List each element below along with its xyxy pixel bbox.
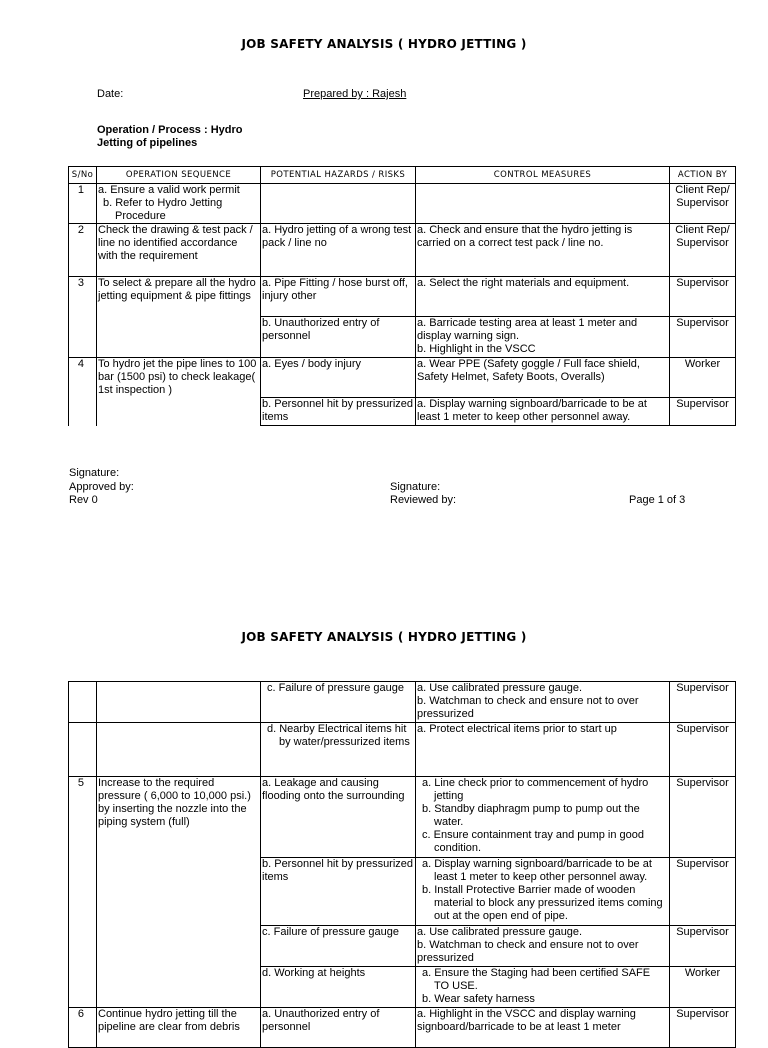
row-sno: 3 [69,277,97,358]
approved-by: Approved by: [69,481,134,493]
row-hazard-item: d. Nearby Electrical items hit by water/pressurized items [267,723,410,748]
table-row [69,358,736,398]
row-control [416,682,670,723]
row-hazard [261,723,416,777]
signature-left: Signature: [69,467,120,479]
row-hazard-item: c. Failure of pressure gauge [267,682,404,694]
row-operation: Check the drawing & test pack / line no identified accordance with the requirement [97,224,261,277]
row-hazard: c. Failure of pressure gauge [261,926,416,967]
row-action: Supervisor [670,1008,736,1048]
row-control: a. Wear PPE (Safety goggle / Full face shield, Safety Helmet, Safety Boots, Overalls) [416,358,670,398]
row-operation: To hydro jet the pipe lines to 100 bar (1500 psi) to check leakage( 1st inspection ) [97,358,261,426]
row-hazard: a. Leakage and causing flooding onto the surrounding [261,777,416,858]
row-control-item: b. Install Protective Barrier made of wooden material to block any pressurized items coming out at the open end of pipe. [422,884,663,922]
header-potential-hazards: POTENTIAL HAZARDS / RISKS [261,167,416,184]
row-control: a. Check and ensure that the hydro jetting is carried on a correct test pack / line no. [416,224,670,277]
date-label: Date: [97,88,124,100]
operation-label-line1: Operation / Process : Hydro [97,124,243,136]
row-action: Supervisor [670,926,736,967]
prepared-by: Prepared by : Rajesh [303,88,407,100]
row-operation-item: a. Ensure a valid work permit [98,184,240,196]
row-action: Supervisor [670,277,736,317]
row-action: Supervisor [670,777,736,858]
row-sno: 5 [69,777,97,1008]
row-sno: 1 [69,184,97,224]
row-hazard: d. Working at heights [261,967,416,1008]
row-hazard: a. Pipe Fitting / hose burst off, injury other [261,277,416,317]
row-control: a. Protect electrical items prior to start up [416,723,670,777]
row-operation [97,723,261,777]
header-control-measures: CONTROL MEASURES [416,167,670,184]
row-hazard: b. Personnel hit by pressurized items [261,398,416,426]
row-control-item: a. Use calibrated pressure gauge. [417,926,583,938]
table-row [69,682,736,723]
row-control-item: a. Line check prior to commencement of hydro jetting [422,777,649,802]
row-hazard: b. Unauthorized entry of personnel [261,317,416,358]
document-title-page2: JOB SAFETY ANALYSIS ( HYDRO JETTING ) [241,630,527,644]
header-sno: S/No [69,167,97,184]
row-control-item: b. Highlight in the VSCC [417,343,536,355]
row-control [416,967,670,1008]
table-row [69,777,736,858]
row-control: a. Display warning signboard/barricade to be at least 1 meter to keep other personnel away. [416,398,670,426]
row-control-item: b. Standby diaphragm pump to pump out the water. [422,803,640,828]
row-action: Supervisor [670,398,736,426]
signature-right: Signature: [390,481,441,493]
row-action: Worker [670,967,736,1008]
table-row [69,224,736,277]
jsa-table-page1 [68,166,736,426]
row-operation: Increase to the required pressure ( 6,000 to 10,000 psi.) by inserting the nozzle into the piping system (full) [97,777,261,1008]
header-action-by: ACTION BY [670,167,736,184]
table-row [69,277,736,317]
row-control-item: c. Ensure containment tray and pump in good condition. [422,829,644,854]
row-hazard [261,184,416,224]
row-action: Client Rep/ Supervisor [670,184,736,224]
page-number: Page 1 of 3 [629,494,686,506]
operation-label-line2: Jetting of pipelines [97,137,198,149]
table-row [69,723,736,777]
row-control: a. Highlight in the VSCC and display warning signboard/barricade to be at least 1 meter [416,1008,670,1048]
document-title: JOB SAFETY ANALYSIS ( HYDRO JETTING ) [241,37,527,51]
row-control-item: a. Ensure the Staging had been certified SAFE TO USE. [422,967,651,992]
row-control-item: b. Watchman to check and ensure not to over pressurized [417,939,639,964]
row-operation-item: b. Refer to Hydro Jetting Procedure [103,197,223,222]
row-control [416,317,670,358]
row-sno [69,682,97,723]
row-sno: 2 [69,224,97,277]
row-control-item: a. Use calibrated pressure gauge. [417,682,583,694]
jsa-table-page2 [68,681,736,1048]
row-control [416,926,670,967]
row-control [416,777,670,858]
table-row [69,1008,736,1048]
row-operation [97,682,261,723]
row-hazard: a. Eyes / body injury [261,358,416,398]
reviewed-by: Reviewed by: [390,494,457,506]
row-action: Supervisor [670,682,736,723]
row-hazard: b. Personnel hit by pressurized items [261,858,416,926]
row-control [416,858,670,926]
row-control-item: a. Display warning signboard/barricade to be at least 1 meter to keep other personnel away. [422,858,652,883]
row-control-item: a. Barricade testing area at least 1 meter and display warning sign. [417,317,638,342]
row-action: Supervisor [670,858,736,926]
row-hazard [261,682,416,723]
row-operation: To select & prepare all the hydro jetting equipment & pipe fittings [97,277,261,358]
row-sno: 6 [69,1008,97,1048]
row-control-item: b. Watchman to check and ensure not to over pressurized [417,695,639,720]
table-row [69,184,736,224]
row-sno [69,723,97,777]
row-sno: 4 [69,358,97,426]
table-header [69,167,736,184]
row-operation [97,184,261,224]
row-operation: Continue hydro jetting till the pipeline are clear from debris [97,1008,261,1048]
row-action: Supervisor [670,723,736,777]
row-action: Supervisor [670,317,736,358]
row-action: Worker [670,358,736,398]
header-operation-sequence: OPERATION SEQUENCE [97,167,261,184]
row-hazard: a. Unauthorized entry of personnel [261,1008,416,1048]
row-control [416,184,670,224]
row-action: Client Rep/ Supervisor [670,224,736,277]
row-hazard: a. Hydro jetting of a wrong test pack / line no [261,224,416,277]
row-control: a. Select the right materials and equipment. [416,277,670,317]
revision: Rev 0 [69,494,98,506]
row-control-item: b. Wear safety harness [422,993,535,1005]
